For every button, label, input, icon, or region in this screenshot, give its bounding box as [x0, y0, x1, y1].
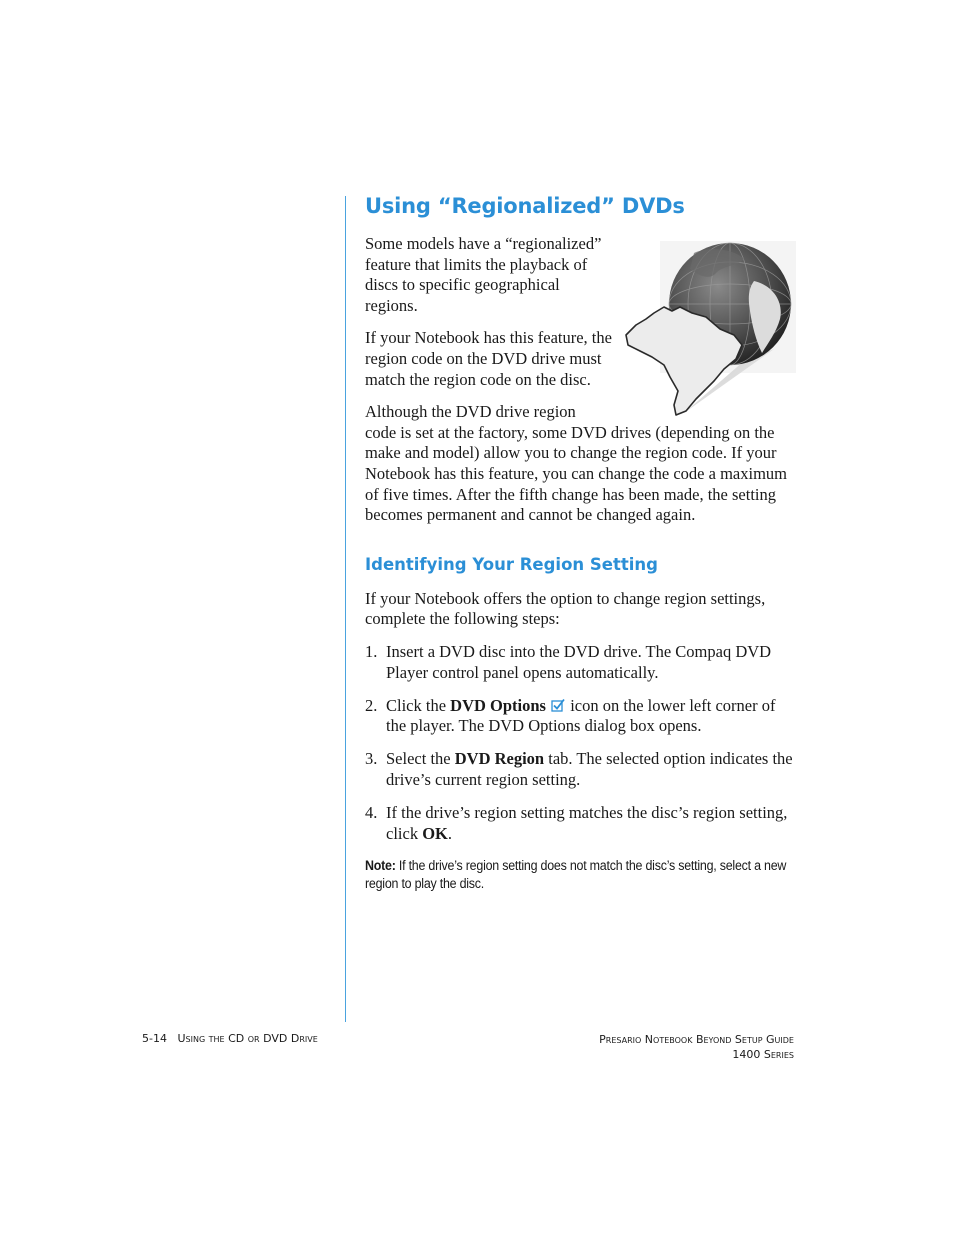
chapter-title: Using the CD or DVD Drive [177, 1032, 318, 1045]
step-number: 1. [365, 641, 378, 661]
steps-list [365, 642, 795, 844]
note [365, 857, 793, 893]
step-item [365, 803, 795, 844]
step-bold-term: DVD Region [454, 749, 545, 769]
step-text-after: tab. The selected option indicates the drive’s current region setting. [386, 749, 793, 789]
step-bold-term: DVD Options [450, 695, 546, 715]
margin-rule [345, 196, 346, 1022]
section-heading: Using “Regionalized” DVDs [365, 194, 685, 218]
paragraph-region-changes [365, 402, 795, 526]
note-text: If the drive’s region setting does not match the disc’s setting, select a new region to play the disc. [365, 857, 787, 891]
page-number: 5-14 [142, 1032, 167, 1045]
subsection-heading: Identifying Your Region Setting [365, 554, 658, 574]
guide-title: Presario Notebook Beyond Setup Guide [599, 1033, 794, 1046]
globe-icon [624, 241, 796, 417]
paragraph-region-changes-body: code is set at the factory, some DVD drives (depending on the make and model) allow you to change the region code. If your Notebook has this feature, you can change the code a maximum of five times. After the fifth change has been made, the setting becomes permanent and cannot be changed again. [365, 422, 787, 525]
step-number: 2. [365, 695, 378, 715]
step-item [365, 696, 795, 737]
step-number: 4. [365, 802, 378, 822]
step-text-before: If the drive’s region setting matches the disc’s region setting, click [386, 802, 788, 843]
step-text-after: . [447, 823, 452, 843]
step-text: Insert a DVD disc into the DVD drive. The Compaq DVD Player control panel opens automatically. [386, 641, 772, 682]
paragraph-region-code: If your Notebook has this feature, the region code on the DVD drive must match the region code on the disc. [365, 328, 612, 389]
footer-right [599, 1032, 794, 1062]
checkbox-icon [551, 698, 565, 712]
step-item [365, 642, 795, 683]
steps-intro: If your Notebook offers the option to change region settings, complete the following steps: [365, 588, 766, 629]
series-label: 1400 Series [732, 1048, 794, 1061]
step-item [365, 749, 795, 790]
paragraph-regionalized: Some models have a “regionalized” feature that limits the playback of discs to specific geographical regions. [365, 234, 602, 315]
paragraph-region-changes-lead: Although the DVD drive region [365, 402, 576, 422]
step-bold-term: OK [422, 823, 448, 843]
footer-left [142, 1032, 318, 1045]
step-number: 3. [365, 749, 378, 769]
step-text-before: Click the [386, 695, 451, 715]
step-text-before: Select the [386, 749, 455, 769]
note-label: Note: [365, 857, 396, 873]
step-text-after: icon on the lower left corner of the player. The DVD Options dialog box opens. [386, 695, 776, 736]
